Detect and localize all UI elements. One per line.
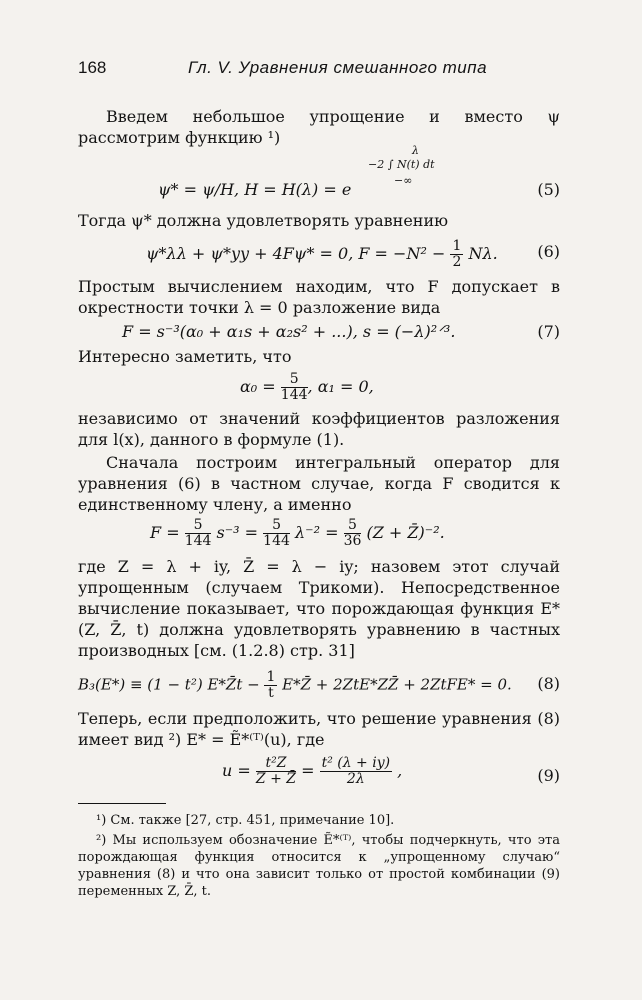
equation-number: (5) (537, 180, 560, 199)
equation-8: B₃(E*) ≡ (1 − t²) E*Z̄t − $\frac{1}{t}$ E*Z̄ + 2ZtE*ZZ̄ + 2ZtFE* = 0. (8) (78, 669, 560, 701)
paragraph-now: Теперь, если предположить, что решение уравнения (8) имеет вид ²) E* = Ẽ*⁽ᵀ⁾(u), где (78, 709, 560, 749)
equation-number: (9) (537, 766, 560, 785)
equation-9: u = $\frac{\text{t²Z}}{Z + Z̄}$ = $\frac{\text{t² (λ + iy)}}{2\lambda}$ , (9) (222, 755, 560, 787)
fraction: $\frac{5}{36}$ (343, 517, 362, 549)
equation-5-body: ψ* = ψ/H, H = H(λ) = e (158, 180, 352, 199)
fraction: $\frac{5}{144}$ (263, 517, 290, 549)
paragraph-intro: Введем небольшое упрощение и вместо ψ рассмотрим функцию ¹) (78, 107, 560, 147)
trikomi-coefficient: F = $\frac{5}{144}$ s⁻³ = $\frac{5}{144}$ λ⁻² = $\frac{5}{36}$ (Z + Z̄)⁻². (150, 517, 445, 549)
fraction: $\frac{\text{t² (λ + iy)}}{2\lambda}$ (321, 755, 391, 787)
fraction: $\frac{\text{t²Z}}{Z + Z̄}$ (255, 755, 296, 787)
equation-7-body: F = s⁻³(α₀ + α₁s + α₂s² + ...), s = (−λ)²ᐟ³. (122, 322, 456, 341)
fraction: $\frac{1}{2}$ (452, 238, 462, 270)
footnote-2: ²) Мы используем обозначение Ẽ*⁽ᵀ⁾, чтобы подчеркнуть, что эта порождающая функция относится к „упрощенному случаю“ уравнения (8) и что она зависит только от простой комбинации (9) переменных Z, Z̄, t. (78, 833, 560, 899)
equation-7 (78, 318, 560, 348)
fraction: $\frac{5}{144}$ (280, 371, 308, 403)
equation-5 (78, 144, 560, 202)
integral-lower-limit: −∞ (394, 174, 413, 187)
paragraph-note: Интересно заметить, что (78, 347, 292, 366)
equation-number: (8) (537, 674, 560, 693)
equation-number: (7) (537, 322, 560, 341)
page-header (78, 58, 568, 86)
footnote-divider (78, 803, 166, 804)
running-title: Гл. V. Уравнения смешанного типа (188, 58, 488, 77)
paragraph-then: Тогда ψ* должна удовлетворять уравнению (78, 211, 449, 230)
fraction: $\frac{1}{t}$ (266, 669, 276, 701)
fraction: $\frac{5}{144}$ (184, 517, 212, 549)
equation-6-body: ψ*λλ + ψ*yy + 4Fψ* = 0, F = −N² − $\frac{1}{2}$ Nλ. (146, 238, 498, 270)
integral-upper-limit: λ (412, 144, 419, 157)
paragraph-expansion: Простым вычислением находим, что F допускает в окрестности точки λ = 0 разложение вида (78, 277, 560, 317)
paragraph-independent: независимо от значений коэффициентов разложения для l(x), данного в формуле (1). (78, 409, 560, 449)
paragraph-where: где Z = λ + iy, Z̄ = λ − iy; назовем этот случай упрощенным (случаем Трикоми). Непосредственное вычисление показывает, что порождающая функция E*(Z, Z̄, t) должна удовлетворять уравнению в частных производных [см. (1.2.8) стр. 31] (78, 557, 560, 660)
paragraph-operator: Сначала построим интегральный оператор для уравнения (6) в частном случае, когда F сводится к единственному члену, а именно (78, 453, 560, 514)
page-number: 168 (78, 58, 107, 77)
footnote-1: ¹) См. также [27, стр. 451, примечание 10]. (96, 813, 395, 828)
equation-6 (78, 232, 560, 270)
exponent: −2 ∫ N(t) dt (368, 158, 435, 171)
equation-number: (6) (537, 242, 560, 261)
alpha-coefficients: α₀ = $\frac{5}{144}$ , α₁ = 0, (240, 371, 374, 403)
